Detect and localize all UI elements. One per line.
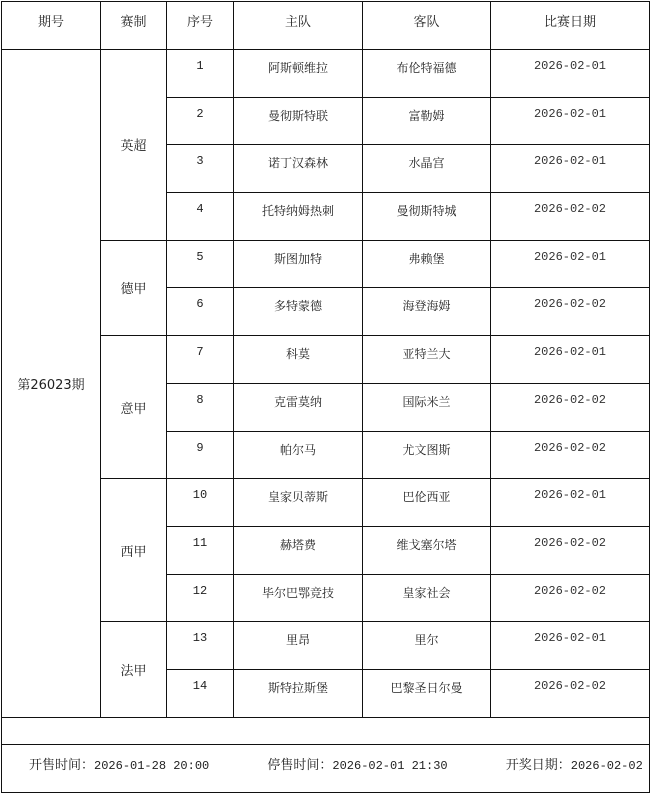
home-team: 多特蒙德 [234,288,363,336]
header-league: 赛制 [101,2,167,50]
match-number: 2 [167,97,234,145]
home-team: 克雷莫纳 [234,383,363,431]
footer-row [2,744,650,792]
sale-stop: 停售时间：2026-02-01 21:30 [267,757,448,773]
away-team: 亚特兰大 [363,336,491,384]
home-team: 斯图加特 [234,240,363,288]
league-cell: 西甲 [101,479,167,622]
match-date: 2026-02-01 [491,622,650,670]
match-date: 2026-02-02 [491,383,650,431]
away-team: 维戈塞尔塔 [363,526,491,574]
home-team: 毕尔巴鄂竞技 [234,574,363,622]
away-team: 弗赖堡 [363,240,491,288]
away-team: 里尔 [363,622,491,670]
match-date: 2026-02-01 [491,97,650,145]
league-cell: 德甲 [101,240,167,335]
home-team: 曼彻斯特联 [234,97,363,145]
match-number: 12 [167,574,234,622]
match-date: 2026-02-01 [491,479,650,527]
home-team: 皇家贝蒂斯 [234,479,363,527]
footer-info [2,744,650,792]
header-row [2,2,650,50]
home-team: 阿斯顿维拉 [234,50,363,98]
league-cell: 法甲 [101,622,167,717]
match-date: 2026-02-01 [491,336,650,384]
away-team: 尤文图斯 [363,431,491,479]
header-number: 序号 [167,2,234,50]
blank-row [2,717,650,744]
match-number: 11 [167,526,234,574]
league-cell: 英超 [101,50,167,241]
match-date: 2026-02-02 [491,193,650,241]
away-team: 巴黎圣日尔曼 [363,669,491,717]
match-number: 9 [167,431,234,479]
match-date: 2026-02-02 [491,669,650,717]
away-team: 水晶宫 [363,145,491,193]
home-team: 赫塔费 [234,526,363,574]
sale-start: 开售时间：2026-01-28 20:00 [29,757,210,773]
header-away: 客队 [363,2,491,50]
home-team: 斯特拉斯堡 [234,669,363,717]
match-number: 14 [167,669,234,717]
match-number: 1 [167,50,234,98]
away-team: 皇家社会 [363,574,491,622]
match-number: 6 [167,288,234,336]
home-team: 科莫 [234,336,363,384]
header-date: 比赛日期 [491,2,650,50]
away-team: 富勒姆 [363,97,491,145]
match-date: 2026-02-02 [491,431,650,479]
home-team: 诺丁汉森林 [234,145,363,193]
league-cell: 意甲 [101,336,167,479]
away-team: 曼彻斯特城 [363,193,491,241]
home-team: 里昂 [234,622,363,670]
match-number: 7 [167,336,234,384]
match-number: 10 [167,479,234,527]
match-date: 2026-02-02 [491,526,650,574]
away-team: 布伦特福德 [363,50,491,98]
match-date: 2026-02-02 [491,288,650,336]
match-row [2,50,650,98]
match-number: 5 [167,240,234,288]
home-team: 帕尔马 [234,431,363,479]
header-issue: 期号 [2,2,101,50]
match-number: 3 [167,145,234,193]
match-schedule-table [1,1,650,793]
match-date: 2026-02-02 [491,574,650,622]
match-date: 2026-02-01 [491,145,650,193]
match-number: 8 [167,383,234,431]
away-team: 国际米兰 [363,383,491,431]
match-date: 2026-02-01 [491,50,650,98]
match-number: 13 [167,622,234,670]
away-team: 巴伦西亚 [363,479,491,527]
match-number: 4 [167,193,234,241]
header-home: 主队 [234,2,363,50]
match-date: 2026-02-01 [491,240,650,288]
issue-cell: 第26023期 [2,50,101,718]
away-team: 海登海姆 [363,288,491,336]
draw-date: 开奖日期：2026-02-02 [505,757,643,773]
home-team: 托特纳姆热刺 [234,193,363,241]
